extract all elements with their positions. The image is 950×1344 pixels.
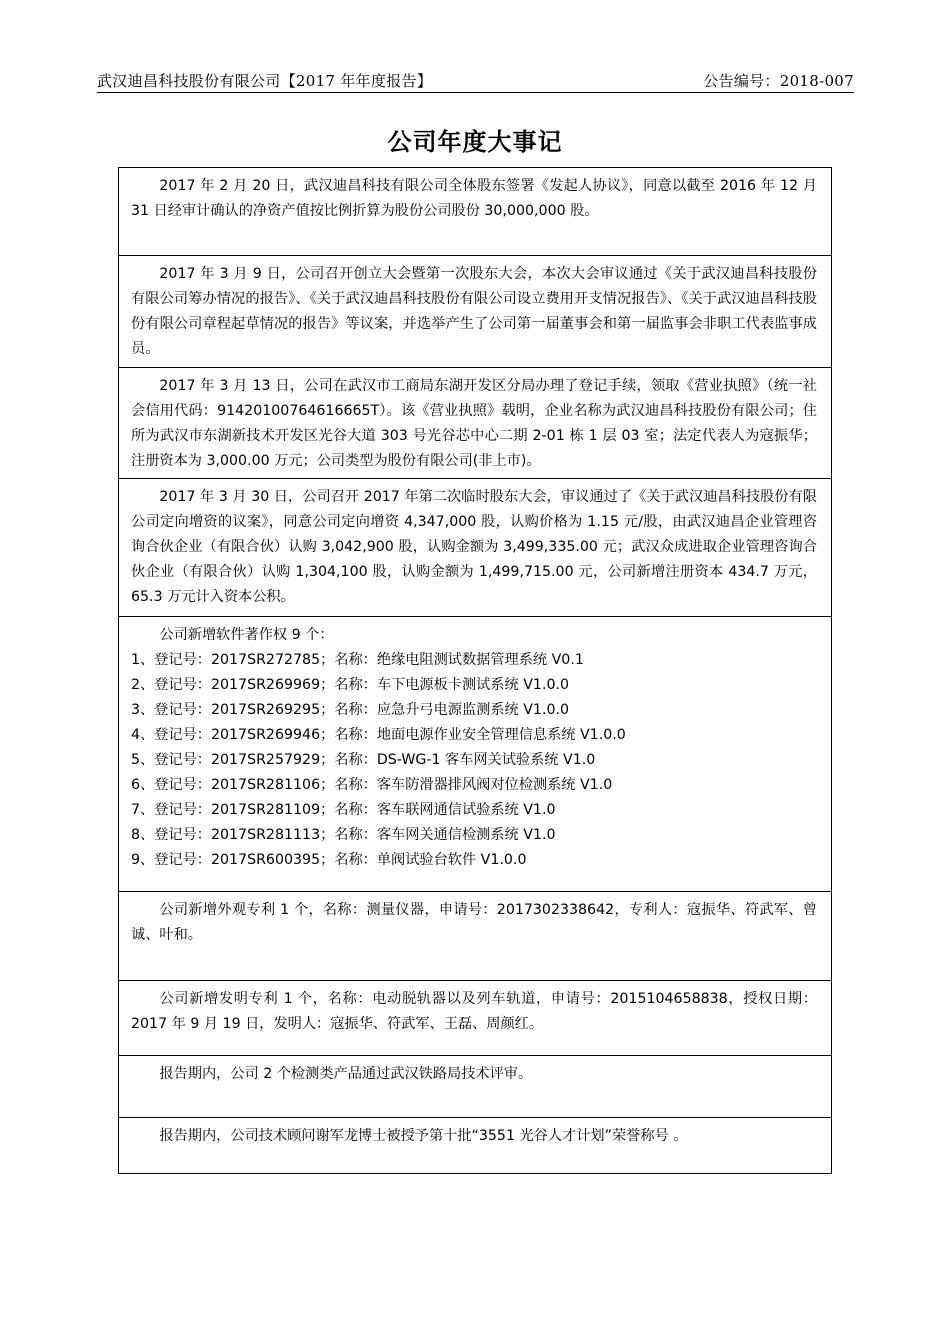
event-cell <box>119 892 831 981</box>
event-cell <box>119 1118 831 1173</box>
software-item: 9、登记号：2017SR600395；名称：单阀试验台软件 V1.0.0 <box>131 852 527 868</box>
page-title: 公司年度大事记 <box>387 128 563 156</box>
software-item: 1、登记号：2017SR272785；名称：绝缘电阻测试数据管理系统 V0.1 <box>131 652 584 668</box>
event-cell <box>119 479 831 617</box>
event-cell <box>119 1056 831 1118</box>
events-table <box>118 167 832 1174</box>
software-item: 7、登记号：2017SR281109；名称：客车联网通信试验系统 V1.0 <box>131 802 556 818</box>
event-cell <box>119 256 831 368</box>
software-item: 5、登记号：2017SR257929；名称：DS-WG-1 客车网关试验系统 V1.0 <box>131 752 596 768</box>
event-text: 公司新增外观专利 1 个，名称：测量仪器，申请号：2017302338642，专利人：寇振华、符武军、曾诚、叶和。 <box>131 902 817 943</box>
event-text: 2017 年 3 月 30 日，公司召开 2017 年第二次临时股东大会，审议通过了《关于武汉迪昌科技股份有限公司定向增资的议案》，同意公司定向增资 4,347,000 股，认购价格为 1.15 元/股，由武汉迪昌企业管理咨询合伙企业（有限合伙）认购 3,042,900 股，认购金额为 3,499,335.00 元；武汉众成进取企业管理咨询合伙企业（有限合伙）认购 1,304,100 股，认购金额为 1,499,715.00 元，公司新增注册资本 434.7 万元，65.3 万元计入资本公积。 <box>131 489 817 605</box>
software-item: 6、登记号：2017SR281106；名称：客车防滑器排风阀对位检测系统 V1.0 <box>131 777 613 793</box>
report-title: 武汉迪昌科技股份有限公司【2017 年年度报告】 <box>97 72 433 90</box>
event-text: 报告期内，公司技术顾问谢军龙博士被授予第十批“3551 光谷人才计划”荣誉称号 。 <box>159 1128 688 1144</box>
software-item: 3、登记号：2017SR269295；名称：应急升弓电源监测系统 V1.0.0 <box>131 702 570 718</box>
page-header <box>97 68 854 93</box>
software-copyright-cell <box>119 617 831 892</box>
event-cell <box>119 368 831 479</box>
software-item: 4、登记号：2017SR269946；名称：地面电源作业安全管理信息系统 V1.0.0 <box>131 727 626 743</box>
software-item: 8、登记号：2017SR281113；名称：客车网关通信检测系统 V1.0 <box>131 827 556 843</box>
announcement-number: 公告编号：2018-007 <box>703 72 854 90</box>
software-item: 2、登记号：2017SR269969；名称：车下电源板卡测试系统 V1.0.0 <box>131 677 570 693</box>
event-text: 2017 年 3 月 9 日，公司召开创立大会暨第一次股东大会，本次大会审议通过《关于武汉迪昌科技股份有限公司筹办情况的报告》、《关于武汉迪昌科技股份有限公司设立费用开支情况报告》、《关于武汉迪昌科技股份有限公司章程起草情况的报告》等议案，并选举产生了公司第一届董事会和第一届监事会非职工代表监事成员。 <box>131 266 817 357</box>
event-cell <box>119 981 831 1056</box>
event-cell <box>119 168 831 256</box>
event-text: 报告期内，公司 2 个检测类产品通过武汉铁路局技术评审。 <box>159 1066 533 1082</box>
event-text: 公司新增发明专利 1 个，名称：电动脱轨器以及列车轨道，申请号：2015104658838，授权日期：2017 年 9 月 19 日，发明人：寇振华、符武军、王磊、周颜红。 <box>131 991 817 1032</box>
software-intro: 公司新增软件著作权 9 个： <box>159 627 334 643</box>
event-text: 2017 年 2 月 20 日，武汉迪昌科技有限公司全体股东签署《发起人协议》，同意以截至 2016 年 12 月 31 日经审计确认的净资产值按比例折算为股份公司股份 30,000,000 股。 <box>131 178 817 219</box>
event-text: 2017 年 3 月 13 日，公司在武汉市工商局东湖开发区分局办理了登记手续，领取《营业执照》（统一社会信用代码：91420100764616665T）。该《营业执照》载明，企业名称为武汉迪昌科技股份有限公司；住所为武汉市东湖新技术开发区光谷大道 303 号光谷芯中心二期 2-01 栋 1 层 03 室；法定代表人为寇振华；注册资本为 3,000.00 万元；公司类型为股份有限公司(非上市)。 <box>131 378 817 469</box>
